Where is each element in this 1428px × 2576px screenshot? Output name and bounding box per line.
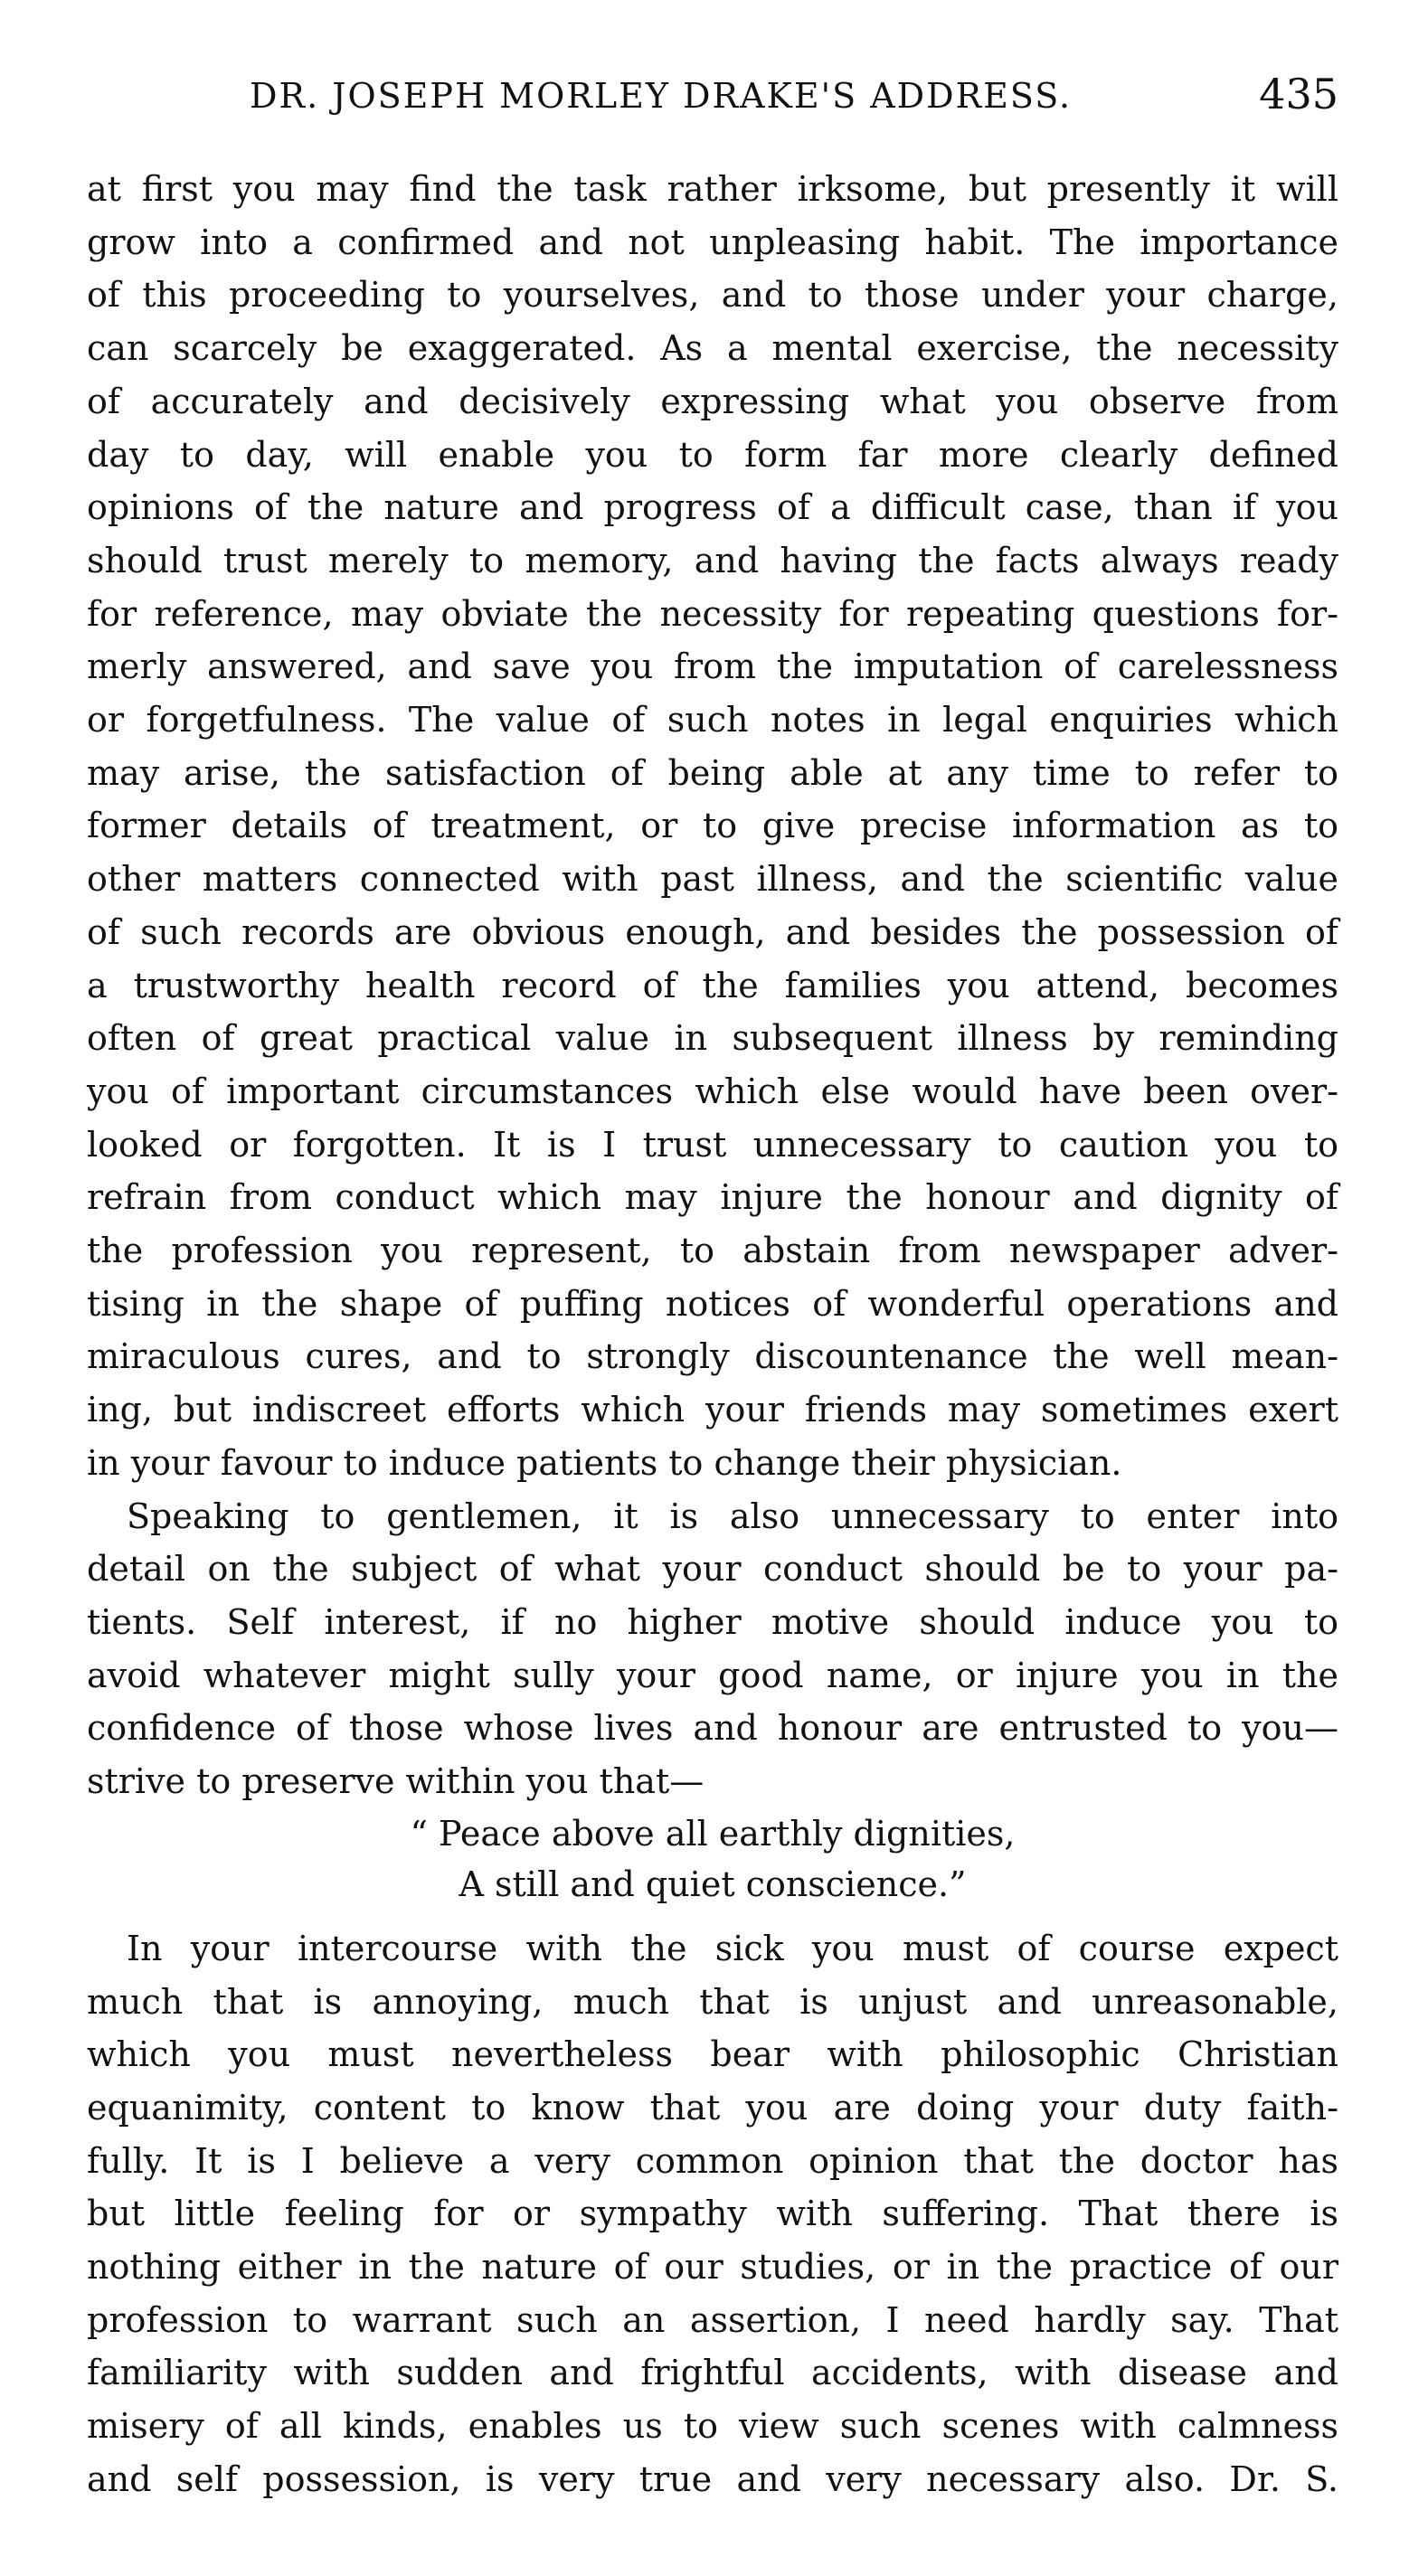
text-line: the profession you represent, to abstain from newspaper adver- bbox=[87, 1231, 1338, 1271]
text-line: confidence of those whose lives and honour are entrusted to you— bbox=[87, 1708, 1338, 1749]
text-line: misery of all kinds, enables us to view such scenes with calmness bbox=[87, 2406, 1338, 2447]
text-line: nothing either in the nature of our studies, or in the practice of our bbox=[87, 2247, 1338, 2288]
paragraph-1 bbox=[87, 163, 1338, 1490]
paragraph-3 bbox=[87, 1922, 1338, 2506]
text-line: grow into a confirmed and not unpleasing habit. The importance bbox=[87, 222, 1338, 262]
text-line: familiarity with sudden and frightful accidents, with disease and bbox=[87, 2353, 1338, 2393]
running-title: DR. JOSEPH MORLEY DRAKE'S ADDRESS. bbox=[250, 76, 1073, 116]
text-line: a trustworthy health record of the families you attend, becomes bbox=[87, 965, 1338, 1005]
body-text bbox=[87, 163, 1338, 2506]
text-line: profession to warrant such an assertion, I need hardly say. That bbox=[87, 2299, 1338, 2340]
text-line: fully. It is I believe a very common opinion that the doctor has bbox=[87, 2140, 1338, 2181]
text-line: opinions of the nature and progress of a difficult case, than if you bbox=[87, 487, 1338, 528]
paragraph-2 bbox=[87, 1490, 1338, 1808]
text-line: can scarcely be exaggerated. As a mental exercise, the necessity bbox=[87, 328, 1338, 369]
text-line: strive to preserve within you that— bbox=[87, 1761, 705, 1802]
text-line: Speaking to gentlemen, it is also unnecessary to enter into bbox=[127, 1496, 1338, 1536]
text-line: former details of treatment, or to give precise information as to bbox=[87, 806, 1338, 846]
text-line: may arise, the satisfaction of being able at any time to refer to bbox=[87, 752, 1338, 793]
text-line: you of important circumstances which else would have been over- bbox=[87, 1071, 1338, 1111]
text-line: of this proceeding to yourselves, and to those under your charge, bbox=[87, 275, 1338, 316]
text-line: tising in the shape of puffing notices of wonderful operations and bbox=[87, 1283, 1338, 1324]
text-line: looked or forgotten. It is I trust unnecessary to caution you to bbox=[87, 1124, 1338, 1165]
text-line: In your intercourse with the sick you must of course expect bbox=[127, 1928, 1338, 1968]
text-line: which you must nevertheless bear with philosophic Christian bbox=[87, 2034, 1338, 2075]
text-line: tients. Self interest, if no higher motive should induce you to bbox=[87, 1601, 1338, 1642]
text-line: and self possession, is very true and very necessary also. Dr. S. bbox=[87, 2458, 1338, 2499]
text-line: refrain from conduct which may injure the honour and dignity of bbox=[87, 1177, 1338, 1218]
text-line: detail on the subject of what your conduct should be to your pa- bbox=[87, 1549, 1338, 1590]
running-head bbox=[87, 63, 1338, 127]
text-line: often of great practical value in subsequent illness by reminding bbox=[87, 1018, 1338, 1059]
text-line: for reference, may obviate the necessity for repeating questions for- bbox=[87, 593, 1338, 634]
text-line: of such records are obvious enough, and besides the possession of bbox=[87, 911, 1338, 952]
quotation-line: A still and quiet conscience.” bbox=[459, 1864, 967, 1904]
text-line: miraculous cures, and to strongly discountenance the well mean- bbox=[87, 1336, 1338, 1377]
text-line: other matters connected with past illness, and the scientific value bbox=[87, 859, 1338, 900]
text-line: equanimity, content to know that you are doing your duty faith- bbox=[87, 2087, 1338, 2128]
text-line: of accurately and decisively expressing what you observe from bbox=[87, 381, 1338, 421]
text-line: at first you may find the task rather irksome, but presently it will bbox=[87, 169, 1338, 209]
text-line: but little feeling for or sympathy with suffering. That there is bbox=[87, 2194, 1338, 2234]
text-line: day to day, will enable you to form far more clearly defined bbox=[87, 434, 1338, 475]
page-number: 435 bbox=[1259, 70, 1338, 118]
text-line: in your favour to induce patients to change their physician. bbox=[87, 1442, 1122, 1483]
text-line: should trust merely to memory, and having the facts always ready bbox=[87, 540, 1338, 580]
text-line: much that is annoying, much that is unjust and unreasonable, bbox=[87, 1981, 1338, 2022]
text-line: merly answered, and save you from the imputation of carelessness bbox=[87, 646, 1338, 687]
verse-quotation bbox=[87, 1808, 1338, 1910]
text-line: avoid whatever might sully your good name, or injure you in the bbox=[87, 1655, 1338, 1695]
quotation-line: “ Peace above all earthly dignities, bbox=[410, 1813, 1016, 1854]
text-line: or forgetfulness. The value of such notes in legal enquiries which bbox=[87, 700, 1338, 741]
text-line: ing, but indiscreet efforts which your friends may sometimes exert bbox=[87, 1390, 1338, 1430]
